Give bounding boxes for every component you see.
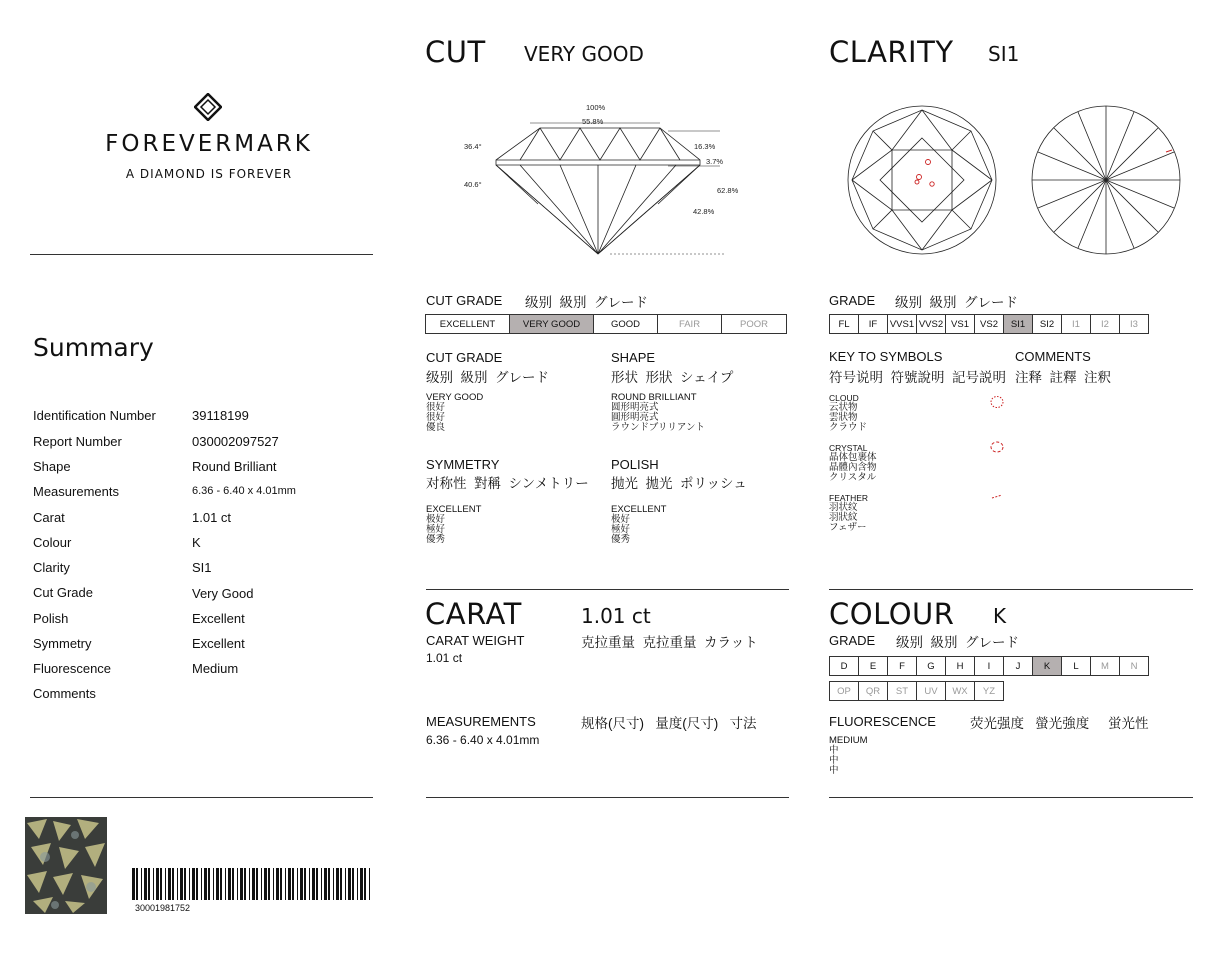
clarity-value: SI1	[988, 42, 1020, 66]
carat-title: CARAT	[425, 597, 522, 631]
barcode-image	[132, 868, 372, 900]
summary-title: Summary	[33, 333, 154, 362]
summary-label: Symmetry	[33, 636, 92, 651]
fluorescence-value	[829, 736, 868, 776]
cut-diagram-label: 16.3%	[694, 142, 716, 151]
diamond-logo-icon	[194, 93, 222, 121]
polish-heading-jp: 抛光 拋光 ポリッシュ	[611, 476, 747, 491]
shape-value	[611, 393, 705, 433]
shape-value-jp: 圆形明亮式	[611, 402, 659, 413]
symbol-crystal	[829, 443, 877, 483]
colour-scale-cell: L	[1062, 657, 1091, 675]
symbol-name: FEATHER	[829, 493, 869, 503]
symmetry-value-en: EXCELLENT	[426, 504, 482, 515]
colour-grade-label-jp: 级别 級別 グレード	[896, 635, 1020, 650]
summary-value: 39118199	[192, 408, 249, 423]
clarity-grade-scale	[829, 314, 1149, 334]
symbol-name-jp: 晶体包裹体	[829, 452, 877, 463]
cut-diagram-label: 62.8%	[717, 186, 739, 195]
summary-value: 030002097527	[192, 434, 279, 449]
brand-tagline: A DIAMOND IS FOREVER	[125, 167, 293, 181]
comments-heading-jp: 注释 註釋 注釈	[1015, 370, 1112, 385]
colour-scale-cell: H	[946, 657, 975, 675]
symbol-cloud	[829, 393, 867, 433]
clarity-scale-cell: VVS2	[917, 315, 946, 333]
clarity-scale-cell-selected: SI1	[1004, 315, 1033, 333]
colour-scale-cell: I	[975, 657, 1004, 675]
clarity-scale-cell: I2	[1091, 315, 1120, 333]
summary-value: 6.36 - 6.40 x 4.01mm	[192, 485, 296, 497]
cut-grade-value-jp: 很好	[426, 412, 446, 423]
colour-grade-scale	[829, 656, 1149, 676]
cut-grade-value-jp: 很好	[426, 402, 446, 413]
summary-label: Clarity	[33, 560, 70, 575]
summary-label: Cut Grade	[33, 585, 93, 600]
symmetry-value-jp: 极好	[426, 514, 446, 525]
cut-grade-heading: CUT GRADE	[426, 350, 503, 365]
clarity-scale-cell: VS2	[975, 315, 1004, 333]
clarity-grade-label-jp: 级别 級別 グレード	[895, 295, 1019, 310]
colour-scale-cell-selected: K	[1033, 657, 1062, 675]
clarity-plot-pavilion	[1030, 104, 1182, 256]
shape-value-jp: 圓形明亮式	[611, 412, 659, 423]
measurements-label-jp: 规格(尺寸) 量度(尺寸) 寸法	[581, 716, 757, 731]
colour-grade-label: GRADE	[829, 633, 876, 648]
cut-diagram-label: 40.6°	[464, 180, 482, 189]
summary-value: K	[192, 535, 201, 550]
colour-scale-cell: N	[1130, 660, 1138, 672]
clarity-grade-label: GRADE	[829, 293, 876, 308]
summary-label: Shape	[33, 459, 71, 474]
measurements-value: 6.36 - 6.40 x 4.01mm	[426, 733, 540, 747]
symbol-name-jp: 羽狀紋	[829, 512, 858, 523]
summary-value: Round Brilliant	[192, 459, 277, 474]
fluorescence-value-en: MEDIUM	[829, 735, 868, 746]
divider-carat-bottom	[426, 797, 789, 798]
polish-value-en: EXCELLENT	[611, 504, 667, 515]
colour-scale-cell: OP	[830, 682, 859, 700]
cut-grade-value	[426, 393, 483, 433]
summary-value: Excellent	[192, 636, 245, 651]
cut-scale-cell: EXCELLENT	[426, 315, 510, 333]
clarity-scale-cell: VS1	[946, 315, 975, 333]
clarity-scale-cell: FL	[830, 315, 859, 333]
symbol-name: CRYSTAL	[829, 443, 868, 453]
cut-grade-label: CUT GRADE	[426, 293, 503, 308]
cut-title: CUT	[425, 35, 486, 69]
symmetry-heading-jp: 对称性 對稱 シンメトリー	[426, 476, 589, 491]
summary-label: Carat	[33, 510, 65, 525]
summary-label: Fluorescence	[33, 661, 112, 676]
cut-scale-cell-selected: VERY GOOD	[510, 315, 594, 333]
carat-weight-value: 1.01 ct	[426, 651, 463, 665]
cut-grade-heading-jp: 级别 級別 グレード	[426, 370, 550, 385]
fluorescence-value-jp: 中	[829, 765, 839, 776]
colour-scale-cell: E	[859, 657, 888, 675]
divider-left-top	[30, 254, 373, 255]
comments-heading: COMMENTS	[1015, 349, 1091, 364]
crystal-symbol-icon	[989, 440, 1005, 454]
cloud-symbol-icon	[989, 395, 1005, 409]
cut-grade-label-jp: 级别 級別 グレード	[525, 295, 649, 310]
symmetry-value	[426, 505, 481, 545]
colour-scale-cell: WX	[946, 682, 975, 700]
symbol-name-jp: クリスタル	[829, 472, 877, 483]
summary-value: SI1	[192, 560, 212, 575]
carat-weight-label: CARAT WEIGHT	[426, 633, 525, 648]
cut-scale-cell: GOOD	[594, 315, 658, 333]
divider-colour-bottom	[829, 797, 1193, 798]
cut-diagram-label: 36.4°	[464, 142, 482, 151]
cut-scale-cell: POOR	[740, 318, 768, 330]
cut-grade-value-jp: 優良	[426, 422, 446, 433]
clarity-scale-cell: VVS1	[888, 315, 917, 333]
colour-scale-cell: ST	[888, 682, 917, 700]
symbol-name-jp: クラウド	[829, 422, 868, 433]
symbol-name-jp: フェザー	[829, 522, 867, 533]
cut-scale-cell: FAIR	[658, 315, 722, 333]
summary-label: Comments	[33, 686, 96, 701]
divider-left-bottom	[30, 797, 373, 798]
shape-value-jp: ラウンドブリリアント	[611, 422, 705, 433]
colour-scale-cell: D	[830, 657, 859, 675]
fluorescence-label-jp: 荧光强度 螢光強度 蛍光性	[970, 716, 1149, 731]
carat-value: 1.01 ct	[581, 604, 651, 628]
key-symbols-heading: KEY TO SYMBOLS	[829, 349, 943, 364]
polish-value-jp: 极好	[611, 514, 631, 525]
summary-label: Measurements	[33, 484, 119, 499]
clarity-scale-cell: SI2	[1033, 315, 1062, 333]
cut-diagram-label: 55.8%	[582, 117, 604, 126]
clarity-scale-cell: I1	[1062, 315, 1091, 333]
symbol-name-jp: 云状物	[829, 402, 858, 413]
cut-value: VERY GOOD	[524, 42, 644, 66]
symmetry-value-jp: 極好	[426, 524, 446, 535]
symbol-name-jp: 晶體內含物	[829, 462, 877, 473]
fluorescence-label: FLUORESCENCE	[829, 714, 936, 729]
clarity-title: CLARITY	[829, 35, 954, 69]
carat-weight-label-jp: 克拉重量 克拉重量 カラット	[581, 635, 758, 650]
symmetry-heading: SYMMETRY	[426, 457, 500, 472]
summary-label: Polish	[33, 611, 69, 626]
divider-cut-carat	[426, 589, 789, 590]
clarity-scale-cell: IF	[859, 315, 888, 333]
colour-grade-scale-extended	[829, 681, 1004, 701]
cut-grade-scale	[425, 314, 787, 334]
colour-scale-cell: G	[917, 657, 946, 675]
clarity-plot-crown	[846, 104, 998, 256]
summary-value: Medium	[192, 661, 239, 676]
polish-heading: POLISH	[611, 457, 659, 472]
polish-value	[611, 505, 666, 545]
fluorescence-value-jp: 中	[829, 745, 839, 756]
shape-heading: SHAPE	[611, 350, 656, 365]
feather-symbol-icon	[989, 492, 1005, 502]
summary-label: Colour	[33, 535, 72, 550]
symbol-name-jp: 羽状纹	[829, 502, 858, 513]
colour-scale-cell: QR	[859, 682, 888, 700]
summary-label: Identification Number	[33, 408, 156, 423]
shape-value-en: ROUND BRILLIANT	[611, 392, 697, 403]
colour-scale-cell: YZ	[982, 685, 996, 697]
symbol-feather	[829, 493, 868, 533]
colour-value: K	[993, 604, 1007, 628]
summary-value: Very Good	[192, 586, 254, 601]
cut-diagram-label: 42.8%	[693, 207, 715, 216]
cut-proportions-diagram	[460, 98, 750, 260]
shape-heading-jp: 形状 形狀 シェイプ	[611, 370, 734, 385]
divider-clarity-colour	[829, 589, 1193, 590]
symbol-name-jp: 雲狀物	[829, 412, 858, 423]
polish-value-jp: 極好	[611, 524, 631, 535]
cut-diagram-label: 100%	[586, 103, 606, 112]
cut-diagram-label: 3.7%	[706, 157, 724, 166]
colour-scale-cell: F	[888, 657, 917, 675]
cut-grade-value-en: VERY GOOD	[426, 392, 484, 403]
summary-value: 1.01 ct	[192, 510, 232, 525]
summary-value: Excellent	[192, 611, 245, 626]
summary-label: Report Number	[33, 434, 122, 449]
symmetry-value-jp: 優秀	[426, 534, 446, 545]
measurements-label: MEASUREMENTS	[426, 714, 536, 729]
colour-scale-cell: J	[1004, 657, 1033, 675]
barcode-number: 30001981752	[135, 903, 191, 913]
brand-name: FOREVERMARK	[105, 131, 313, 157]
colour-scale-cell: M	[1091, 657, 1120, 675]
hologram-image	[25, 817, 107, 914]
fluorescence-value-jp: 中	[829, 755, 839, 766]
polish-value-jp: 優秀	[611, 534, 631, 545]
colour-title: COLOUR	[829, 597, 955, 631]
colour-scale-cell: UV	[917, 682, 946, 700]
key-symbols-heading-jp: 符号说明 符號說明 記号説明	[829, 370, 1007, 385]
symbol-name: CLOUD	[829, 393, 859, 403]
clarity-scale-cell: I3	[1130, 318, 1138, 330]
